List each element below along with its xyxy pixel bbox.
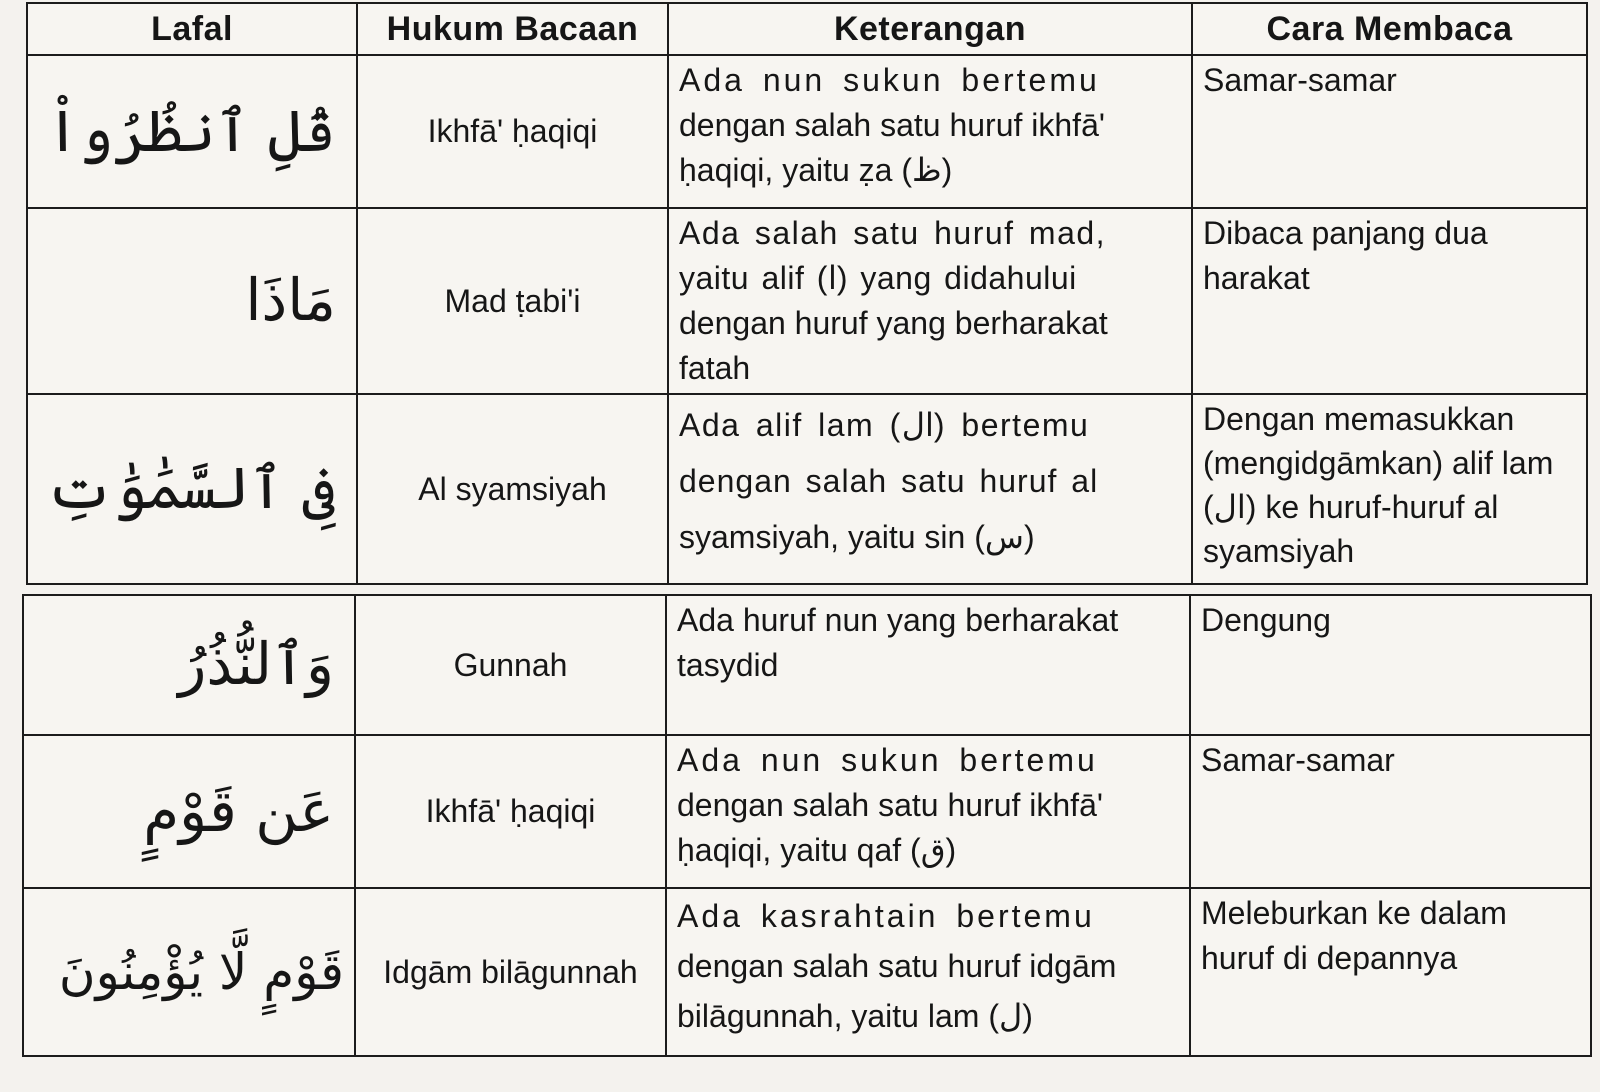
lafal-cell: قَوْمٍ لَّا يُؤْمِنُونَ [23, 888, 355, 1056]
cara-membaca-cell: Dengan memasukkan (mengidgāmkan) alif lam (ال) ke huruf-huruf al syamsiyah [1192, 394, 1587, 584]
lafal-cell: عَن قَوْمٍ [23, 735, 355, 888]
keterangan-line: Ada nun sukun bertemu [679, 62, 1100, 98]
keterangan-line: syamsiyah, yaitu sin (س) [679, 519, 1035, 555]
cara-membaca-cell: Meleburkan ke dalam huruf di depannya [1190, 888, 1591, 1056]
header-lafal: Lafal [27, 3, 357, 55]
hukum-cell: Al syamsiyah [357, 394, 668, 584]
keterangan-line: Ada kasrahtain bertemu [677, 898, 1095, 934]
keterangan-line: ḥaqiqi, yaitu qaf (ق) [677, 832, 957, 868]
keterangan-line: dengan huruf yang berharakat [679, 305, 1108, 341]
keterangan-line: Ada alif lam (ال) bertemu [679, 407, 1090, 443]
table-row [27, 55, 1587, 208]
lafal-cell: قُلِ ٱنظُرُواْ [27, 55, 357, 208]
keterangan-line: yaitu alif (ا) yang didahului [679, 260, 1077, 296]
tajwid-table-top [26, 2, 1588, 585]
cara-membaca-cell: Samar-samar [1192, 55, 1587, 208]
lafal-cell: مَاذَا [27, 208, 357, 394]
table-row [23, 595, 1591, 735]
keterangan-cell [668, 208, 1192, 394]
hukum-cell: Ikhfā' ḥaqiqi [357, 55, 668, 208]
keterangan-line: ḥaqiqi, yaitu ẓa (ظ) [679, 152, 953, 188]
table-row [23, 735, 1591, 888]
keterangan-line: bilāgunnah, yaitu lam (ل) [677, 998, 1033, 1034]
table-row [27, 208, 1587, 394]
keterangan-line: Ada huruf nun yang berharakat [677, 602, 1119, 638]
keterangan-line: dengan salah satu huruf idgām [677, 948, 1117, 984]
hukum-cell: Ikhfā' ḥaqiqi [355, 735, 666, 888]
header-row [27, 3, 1587, 55]
keterangan-cell [668, 394, 1192, 584]
keterangan-line: tasydid [677, 647, 779, 683]
keterangan-line: Ada salah satu huruf mad, [679, 215, 1107, 251]
keterangan-cell [668, 55, 1192, 208]
cara-membaca-cell: Dengung [1190, 595, 1591, 735]
cara-membaca-cell: Dibaca panjang dua harakat [1192, 208, 1587, 394]
cara-membaca-cell: Samar-samar [1190, 735, 1591, 888]
tajwid-table-bottom [22, 594, 1592, 1057]
hukum-cell: Gunnah [355, 595, 666, 735]
table-row [27, 394, 1587, 584]
keterangan-cell [666, 888, 1190, 1056]
keterangan-line: Ada nun sukun bertemu [677, 742, 1098, 778]
keterangan-cell [666, 595, 1190, 735]
lafal-cell: وَٱلنُّذُرُ [23, 595, 355, 735]
header-keterangan: Keterangan [668, 3, 1192, 55]
hukum-cell: Idgām bilāgunnah [355, 888, 666, 1056]
lafal-cell: فِى ٱلسَّمَٰوَٰتِ [27, 394, 357, 584]
keterangan-line: dengan salah satu huruf ikhfā' [679, 107, 1105, 143]
table-row [23, 888, 1591, 1056]
keterangan-line: dengan salah satu huruf ikhfā' [677, 787, 1103, 823]
hukum-cell: Mad ṭabi'i [357, 208, 668, 394]
header-hukum-bacaan: Hukum Bacaan [357, 3, 668, 55]
keterangan-line: fatah [679, 350, 751, 386]
keterangan-line: dengan salah satu huruf al [679, 463, 1099, 499]
keterangan-cell [666, 735, 1190, 888]
header-cara-membaca: Cara Membaca [1192, 3, 1587, 55]
